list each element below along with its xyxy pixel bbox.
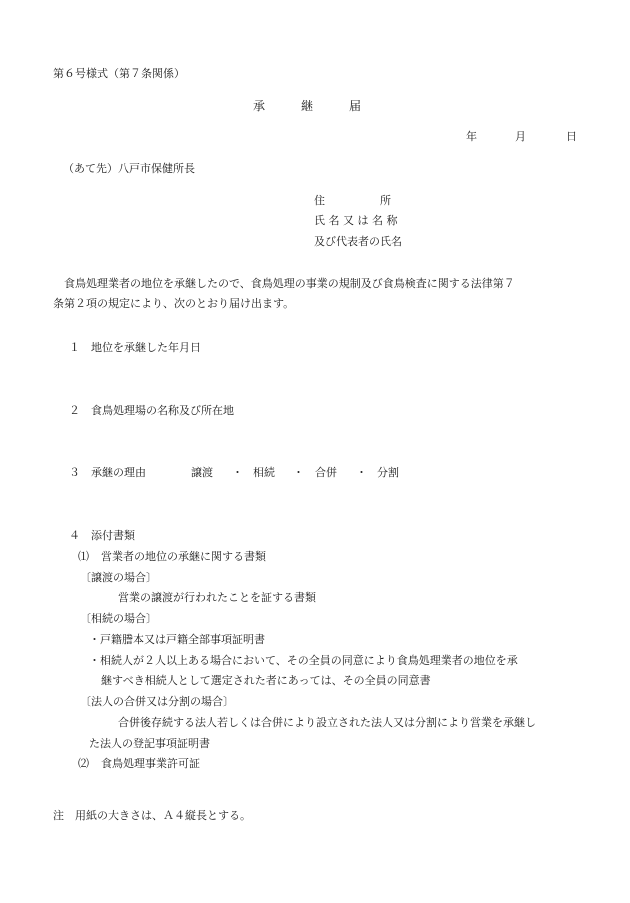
- intro-line-1: 食鳥処理業者の地位を承継したので、食鳥処理の事業の規制及び食鳥検査に関する法律第７: [64, 277, 515, 290]
- attachment-1-number: ⑴: [78, 550, 89, 563]
- inheritance-bullet-1: ・戸籍謄本又は戸籍全部事項証明書: [89, 633, 265, 646]
- transfer-case-document: 営業の譲渡が行われたことを証する書類: [118, 591, 316, 604]
- item-1-label: 地位を承継した年月日: [91, 341, 201, 354]
- reason-separator: ・: [232, 466, 243, 479]
- item-3-label: 承継の理由: [91, 466, 146, 479]
- inheritance-case-heading: 〔相続の場合〕: [80, 612, 157, 625]
- item-4-label: 添付書類: [91, 529, 135, 542]
- transfer-case-heading: 〔譲渡の場合〕: [80, 571, 157, 584]
- inheritance-bullet-2-line-2: 継すべき相続人として選定された者にあっては、その全員の同意書: [101, 674, 431, 687]
- merger-document-line-1: 合併後存続する法人若しくは合併により設立された法人又は分割により営業を承継し: [118, 716, 536, 729]
- name-label: 氏 名 又 は 名 称: [314, 214, 398, 227]
- item-2-label: 食鳥処理場の名称及び所在地: [91, 404, 234, 417]
- date-month-label: 月: [515, 130, 526, 143]
- item-3-number: ３: [69, 466, 80, 479]
- attachment-2-number: ⑵: [78, 757, 89, 770]
- item-2-number: ２: [69, 404, 80, 417]
- merger-document-line-2: た法人の登記事項証明書: [89, 737, 210, 750]
- address-label: 住 所: [314, 194, 391, 207]
- attachment-2-label: 食鳥処理事業許可証: [101, 757, 200, 770]
- date-year-label: 年: [466, 130, 477, 143]
- form-number: 第６号様式（第７条関係）: [53, 67, 185, 80]
- paper-size-note: 注 用紙の大きさは、Ａ４縦長とする。: [53, 809, 251, 822]
- attachment-1-label: 営業者の地位の承継に関する書類: [101, 550, 266, 563]
- merger-case-heading: 〔法人の合併又は分割の場合〕: [80, 695, 234, 708]
- intro-line-2: 条第２項の規定により、次のとおり届け出ます。: [53, 297, 295, 310]
- reason-separator: ・: [356, 466, 367, 479]
- item-1-number: １: [69, 341, 80, 354]
- reason-option-merger: 合併: [315, 466, 337, 479]
- inheritance-bullet-2-line-1: ・相続人が２人以上ある場合において、その全員の同意により食鳥処理業者の地位を承: [89, 654, 518, 667]
- form-title: 承 継 届: [253, 99, 362, 113]
- item-4-number: ４: [69, 529, 80, 542]
- reason-option-split: 分割: [377, 466, 399, 479]
- reason-option-transfer: 譲渡: [191, 466, 213, 479]
- addressee: （あて先）八戸市保健所長: [63, 162, 195, 175]
- representative-label: 及び代表者の氏名: [314, 235, 402, 248]
- reason-separator: ・: [293, 466, 304, 479]
- date-day-label: 日: [566, 130, 577, 143]
- reason-option-inheritance: 相続: [253, 466, 275, 479]
